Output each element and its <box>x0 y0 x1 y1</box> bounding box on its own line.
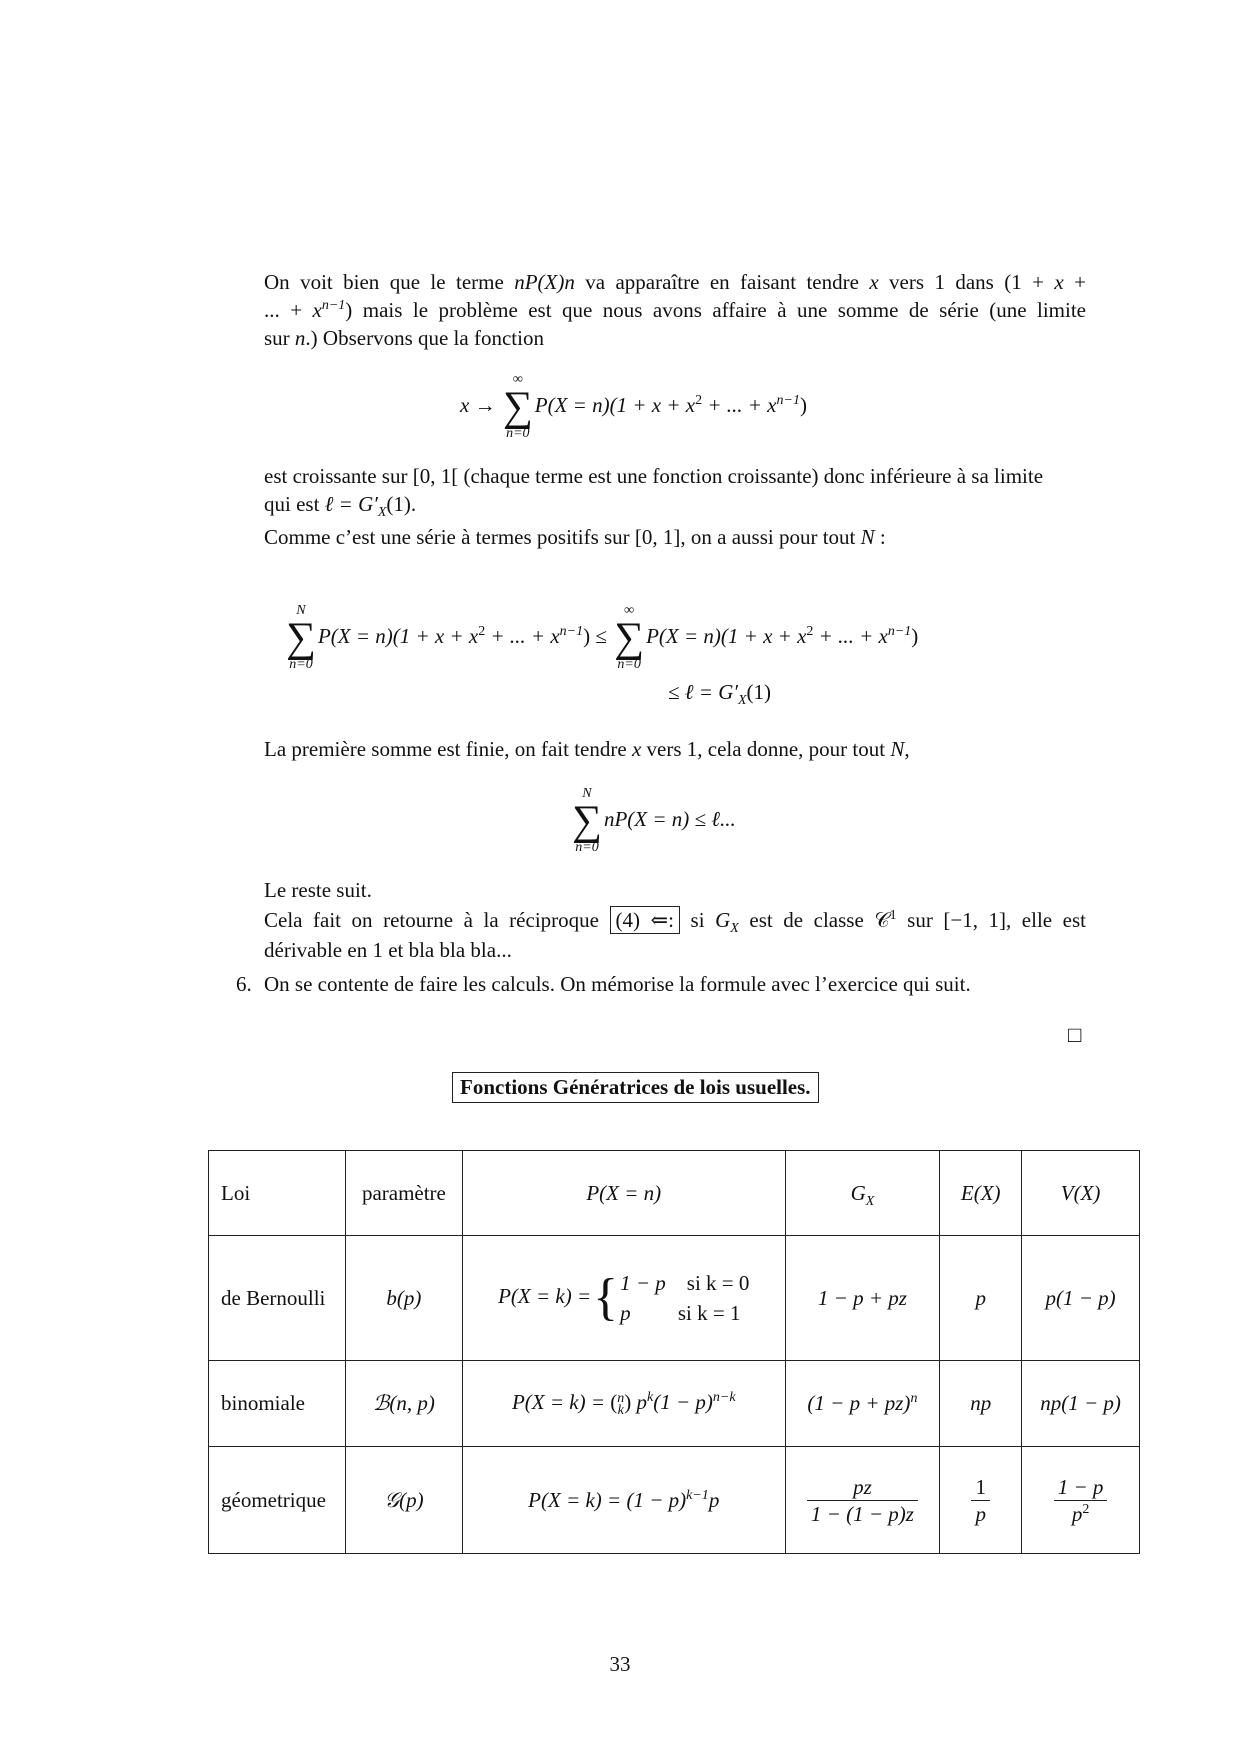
header-ex: E(X) <box>940 1151 1022 1236</box>
cell-pxk-bernoulli: P(X = k) ={1 − p si k = 0 p si k = 1 <box>462 1236 785 1361</box>
cell-loi-geometrique: géometrique <box>209 1447 346 1554</box>
header-parametre: paramètre <box>345 1151 462 1236</box>
para3: La première somme est finie, on fait tendre x vers 1, cela donne, pour tout N, <box>264 737 910 761</box>
para2-line2: qui est ℓ = $G'_X(1)$. <box>264 492 417 521</box>
para1-line1: On voit bien que le terme nP(X)n va apparaître en faisant tendre x vers 1 dans (1 + x + <box>264 270 1086 294</box>
cell-param-binomiale: ℬ(n, p) <box>345 1361 462 1447</box>
left-brace-icon: { <box>593 1269 619 1326</box>
para2-line3: Comme c’est une série à termes positifs sur [0, 1], on a aussi pour tout N : <box>264 525 886 549</box>
equation-series-function: x → ∞ ∑ n=0 $P(X = n)(1 + x + x^2$ + ... + $x^{n-1}$) <box>460 372 807 441</box>
equation-inequality: N ∑ n=0 $P(X = n)(1 + x + x^2$ + ... + $x^{n-1}$) ≤ ∞ ∑ n=0 $P(X = n)(1 + x + x^2$ + ... + $x^{n-1}$) <box>286 603 919 672</box>
cell-param-bernoulli: b(p) <box>345 1236 462 1361</box>
fraction-e: $\frac{1}{p}$ <box>971 1474 990 1527</box>
para1-line3: sur n.) Observons que la fonction <box>264 326 544 350</box>
para4-line3: dérivable en 1 et bla bla bla... <box>264 938 512 962</box>
qed-square-icon: □ <box>1068 1022 1082 1047</box>
sum-symbol-infinite: ∞ ∑ n=0 <box>614 603 645 672</box>
fraction-gx: $\frac{pz}{1 - (1 - p)z}$ <box>807 1474 918 1527</box>
table-row-binomiale <box>209 1361 1140 1447</box>
cell-gx-binomiale: (1 − p + pz)$^n$ <box>785 1361 940 1447</box>
cell-v-geometrique <box>1022 1447 1140 1554</box>
cell-gx-geometrique <box>785 1447 940 1554</box>
cell-e-bernoulli: p <box>940 1236 1022 1361</box>
list-item-6-number: 6. <box>236 972 252 996</box>
para2-line1: est croissante sur [0, 1[ (chaque terme est une fonction croissante) donc inférieure à sa limite <box>264 464 1044 488</box>
para4-line1: Le reste suit. <box>264 878 372 902</box>
page-number: 33 <box>609 1652 631 1676</box>
cell-v-bernoulli: p(1 − p) <box>1022 1236 1140 1361</box>
cell-loi-binomiale: binomiale <box>209 1361 346 1447</box>
cell-v-binomiale: np(1 − p) <box>1022 1361 1140 1447</box>
binomial-coefficient: n k <box>617 1390 625 1418</box>
distributions-table <box>208 1150 1140 1554</box>
sum-symbol-finite: N ∑ n=0 <box>286 603 316 672</box>
para4-line2: Cela fait on retourne à la réciproque (4) ⇐: si $G_X$ est de classe 𝒞$^1$ sur [−1, 1], elle est <box>264 908 1086 937</box>
header-pxn: P(X = n) <box>462 1151 785 1236</box>
cell-e-geometrique <box>940 1447 1022 1554</box>
cell-param-geometrique: 𝒢(p) <box>345 1447 462 1554</box>
fraction-v: $\frac{1 - p}{p^2}$ <box>1054 1474 1108 1527</box>
cell-pxk-binomiale: P(X = k) = (n k) $p^k(1 - p)^{n-k}$ <box>462 1361 785 1447</box>
cell-gx-bernoulli: 1 − p + pz <box>785 1236 940 1361</box>
table-row-geometrique <box>209 1447 1140 1554</box>
header-gx: $G_X$ <box>785 1151 940 1236</box>
equation-inequality-line2: ≤ ℓ = $G'_X(1)$ <box>668 680 772 709</box>
boxed-reference: (4) ⇐: <box>610 906 680 934</box>
table-header-row <box>209 1151 1140 1236</box>
table-row-bernoulli <box>209 1236 1140 1361</box>
equation-partial-sum: N ∑ n=0 nP(X = n) ≤ ℓ... <box>572 786 736 855</box>
cell-loi-bernoulli: de Bernoulli <box>209 1236 346 1361</box>
header-vx: V(X) <box>1022 1151 1140 1236</box>
sum-symbol: ∞ ∑ n=0 <box>502 372 533 441</box>
list-item-6-text: On se contente de faire les calculs. On mémorise la formule avec l’exercice qui suit. <box>264 972 971 996</box>
para1-line2: ... + $x^{n-1}$) mais le problème est que nous avons affaire à une somme de série (une limite <box>264 298 1087 322</box>
section-title: Fonctions Génératrices de lois usuelles. <box>452 1072 819 1103</box>
cases-block: 1 − p si k = 0 p si k = 1 <box>620 1271 750 1325</box>
cell-pxk-geometrique: $P(X = k) = (1 - p)^{k-1}p$ <box>462 1447 785 1554</box>
cell-e-binomiale: np <box>940 1361 1022 1447</box>
sum-symbol-partial: N ∑ n=0 <box>572 786 602 855</box>
header-loi: Loi <box>209 1151 346 1236</box>
